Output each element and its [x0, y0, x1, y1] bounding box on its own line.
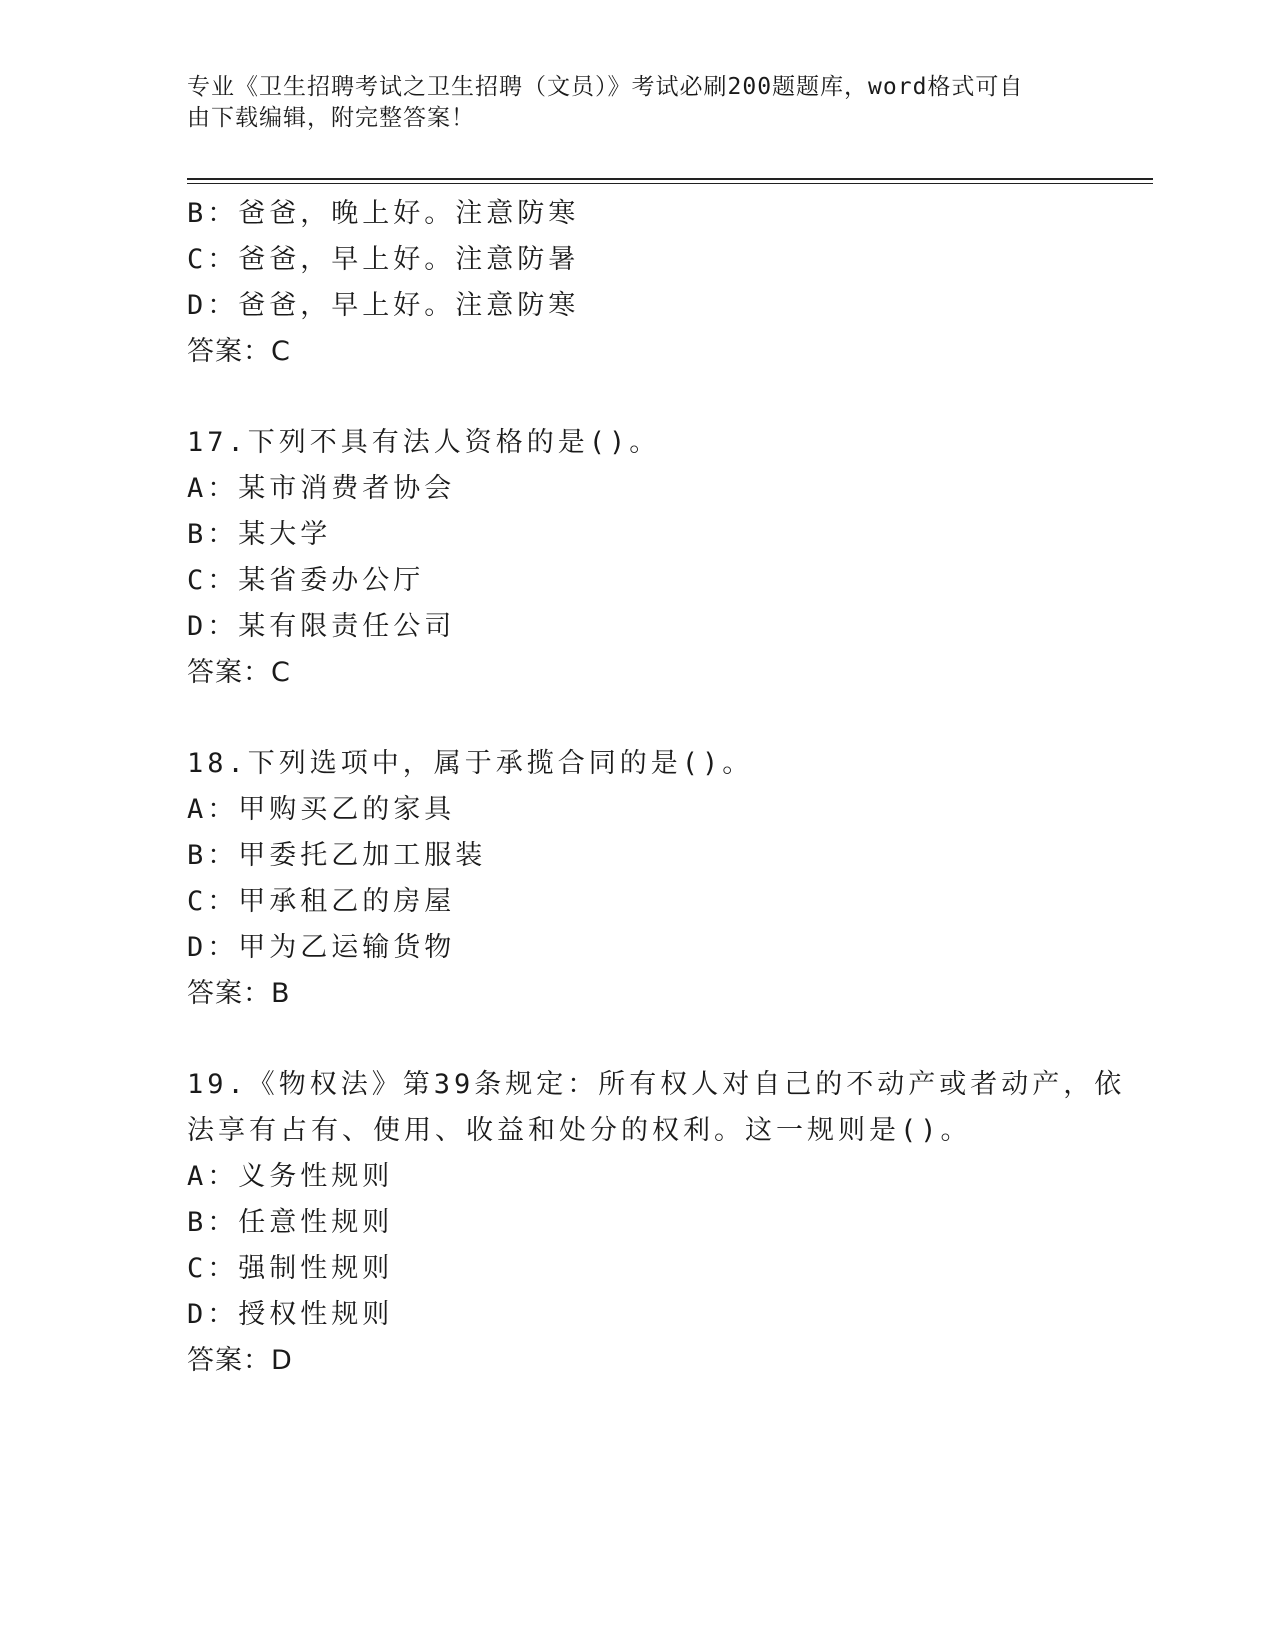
option-c: C：强制性规则	[187, 1253, 394, 1284]
question-block-18	[187, 741, 1087, 1017]
option-d: D：授权性规则	[187, 1299, 394, 1330]
option-c: C：爸爸，早上好。注意防暑	[187, 244, 580, 275]
option-b: B：某大学	[187, 519, 332, 550]
document-header	[187, 72, 1067, 134]
option-d: D：爸爸，早上好。注意防寒	[187, 290, 580, 321]
question-stem: 18.下列选项中，属于承揽合同的是()。	[187, 748, 754, 779]
question-block-19	[187, 1062, 1126, 1384]
option-d: D：某有限责任公司	[187, 611, 456, 642]
option-c: C：某省委办公厅	[187, 565, 425, 596]
option-a: A：某市消费者协会	[187, 473, 456, 504]
answer-line: 答案：C	[187, 657, 291, 688]
question-stem-line-1: 19.《物权法》第39条规定：所有权人对自己的不动产或者动产，依	[187, 1069, 1126, 1100]
option-b: B：任意性规则	[187, 1207, 394, 1238]
option-a: A：义务性规则	[187, 1161, 394, 1192]
option-b: B：甲委托乙加工服装	[187, 840, 487, 871]
question-block-17	[187, 420, 1087, 696]
question-stem-line-2: 法享有占有、使用、收益和处分的权利。这一规则是()。	[187, 1115, 972, 1146]
header-divider-thick	[187, 178, 1153, 180]
header-line-2: 由下载编辑，附完整答案！	[187, 105, 475, 131]
option-c: C：甲承租乙的房屋	[187, 886, 456, 917]
header-line-1: 专业《卫生招聘考试之卫生招聘（文员）》考试必刷200题题库，word格式可自	[187, 74, 1024, 100]
header-divider-thin	[187, 183, 1153, 184]
question-list	[187, 191, 1126, 1384]
answer-line: 答案：C	[187, 336, 291, 367]
option-a: A：甲购买乙的家具	[187, 794, 456, 825]
question-block-partial	[187, 191, 1087, 375]
question-stem: 17.下列不具有法人资格的是()。	[187, 427, 661, 458]
option-d: D：甲为乙运输货物	[187, 932, 456, 963]
answer-line: 答案：D	[187, 1345, 293, 1376]
answer-line: 答案：B	[187, 978, 291, 1009]
option-b: B：爸爸，晚上好。注意防寒	[187, 198, 580, 229]
